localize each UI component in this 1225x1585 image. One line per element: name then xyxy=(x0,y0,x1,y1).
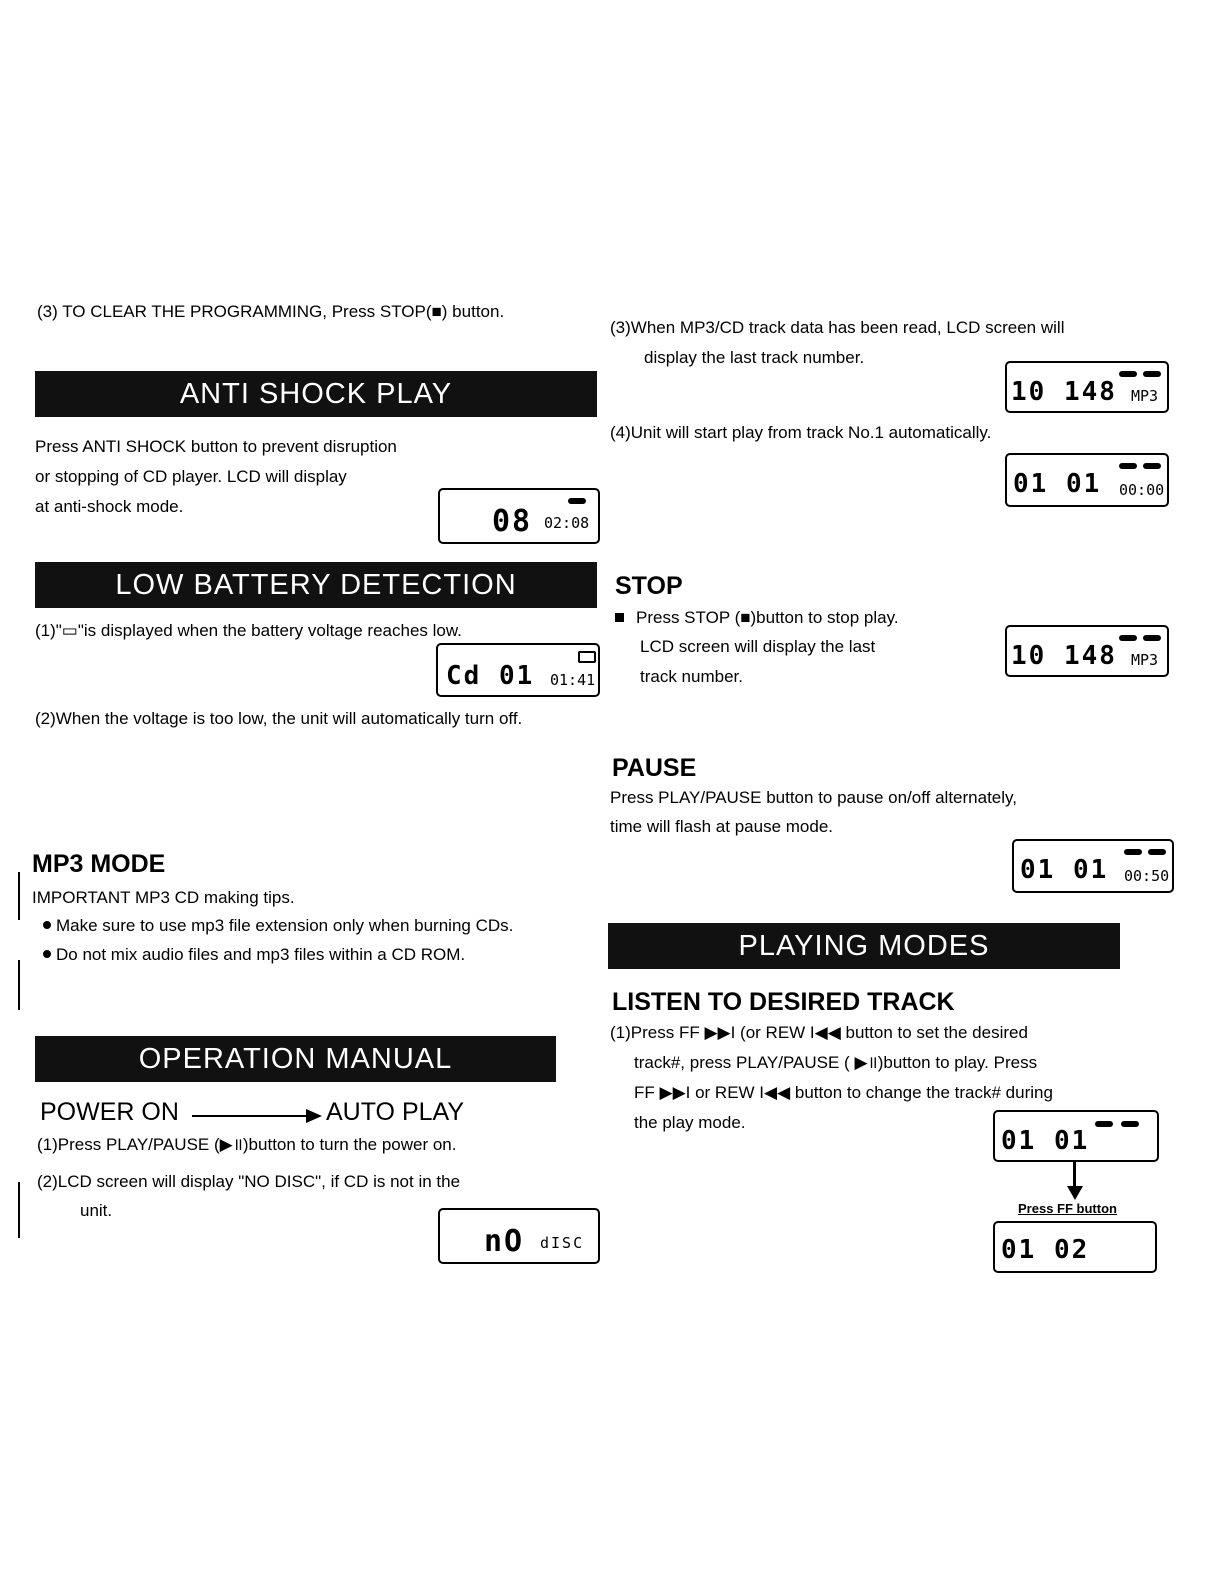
arrow-line xyxy=(192,1115,308,1117)
battery-icon xyxy=(578,651,596,663)
lcd-indicator xyxy=(1119,463,1137,469)
lcd-indicator xyxy=(1119,371,1137,377)
lcd-indicator xyxy=(1148,849,1166,855)
stop-heading: STOP xyxy=(615,572,683,600)
arrow-line xyxy=(1073,1162,1076,1188)
no-disc-lcd-text: dISC xyxy=(540,1234,585,1252)
track-select-lcd-after-main: 01 02 xyxy=(1001,1235,1090,1265)
auto-play-label: AUTO PLAY xyxy=(326,1098,465,1126)
operation-step-2b: unit. xyxy=(80,1201,113,1220)
lcd-indicator xyxy=(1124,849,1142,855)
lcd-indicator xyxy=(1143,635,1161,641)
track-data-lcd-main: 10 148 xyxy=(1011,377,1117,407)
auto-play-lcd-time: 00:00 xyxy=(1119,481,1165,499)
stop-lcd xyxy=(1005,625,1169,677)
stop-line-3: track number. xyxy=(640,667,743,686)
step-3b-text: display the last track number. xyxy=(644,348,865,367)
anti-shock-lcd-time: 02:08 xyxy=(544,514,590,532)
anti-shock-banner: ANTI SHOCK PLAY xyxy=(35,371,597,417)
pause-lcd-time: 00:50 xyxy=(1124,867,1170,885)
no-disc-lcd-main: nO xyxy=(484,1224,525,1259)
anti-shock-line-2: or stopping of CD player. LCD will display xyxy=(35,467,347,486)
step-3-text: (3)When MP3/CD track data has been read, LCD screen will xyxy=(610,318,1065,337)
track-select-lcd-before-main: 01 01 xyxy=(1001,1126,1090,1156)
listen-track-heading: LISTEN TO DESIRED TRACK xyxy=(612,988,955,1016)
power-on-label: POWER ON xyxy=(40,1098,179,1126)
pause-line-1: Press PLAY/PAUSE button to pause on/off alternately, xyxy=(610,788,1017,807)
low-battery-lcd xyxy=(436,643,600,697)
pause-line-2: time will flash at pause mode. xyxy=(610,817,833,836)
margin-line xyxy=(18,872,20,920)
lcd-indicator xyxy=(1121,1121,1139,1127)
anti-shock-line-3: at anti-shock mode. xyxy=(35,497,184,516)
bullet-dot xyxy=(43,921,51,929)
stop-line-1 xyxy=(615,603,899,633)
track-select-lcd-after xyxy=(993,1221,1157,1273)
step-4-text: (4)Unit will start play from track No.1 automatically. xyxy=(610,423,992,442)
mp3-bullet-2 xyxy=(43,940,465,970)
mp3-bullet-2-text: Do not mix audio files and mp3 files within a CD ROM. xyxy=(56,945,466,964)
playing-line-3: FF ▶▶I or REW I◀◀ button to change the track# during xyxy=(634,1083,1053,1102)
auto-play-lcd xyxy=(1005,453,1169,507)
anti-shock-lcd-track: 08 xyxy=(492,504,533,539)
playing-line-4: the play mode. xyxy=(634,1113,746,1132)
low-battery-line-1: (1)"▭"is displayed when the battery voltage reaches low. xyxy=(35,621,462,640)
track-data-lcd xyxy=(1005,361,1169,413)
lcd-indicator xyxy=(1143,463,1161,469)
low-battery-lcd-main: Cd 01 xyxy=(446,661,535,691)
anti-shock-lcd-indicator xyxy=(568,498,586,504)
low-battery-lcd-time: 01:41 xyxy=(550,671,596,689)
anti-shock-line-1: Press ANTI SHOCK button to prevent disruption xyxy=(35,437,397,456)
operation-step-2: (2)LCD screen will display "NO DISC", if CD is not in the xyxy=(37,1172,461,1191)
arrow-right-icon xyxy=(306,1109,322,1123)
no-disc-lcd xyxy=(438,1208,600,1264)
arrow-down-icon xyxy=(1067,1186,1083,1200)
pause-lcd-main: 01 01 xyxy=(1020,855,1109,885)
playing-line-1: (1)Press FF ▶▶I (or REW I◀◀ button to set the desired xyxy=(610,1023,1028,1042)
pause-heading: PAUSE xyxy=(612,754,697,782)
lcd-indicator xyxy=(1119,635,1137,641)
auto-play-lcd-main: 01 01 xyxy=(1013,469,1102,499)
anti-shock-lcd xyxy=(438,488,600,544)
playing-line-2: track#, press PLAY/PAUSE ( ▶॥)button to play. Press xyxy=(634,1053,1038,1072)
low-battery-banner: LOW BATTERY DETECTION xyxy=(35,562,597,608)
bullet-dot xyxy=(43,950,51,958)
operation-manual-banner: OPERATION MANUAL xyxy=(35,1036,556,1082)
lcd-indicator xyxy=(1095,1121,1113,1127)
mp3-bullet-1-text: Make sure to use mp3 file extension only when burning CDs. xyxy=(56,916,514,935)
stop-lcd-main: 10 148 xyxy=(1011,641,1117,671)
lcd-indicator xyxy=(1143,371,1161,377)
pause-lcd xyxy=(1012,839,1174,893)
stop-line-2: LCD screen will display the last xyxy=(640,637,876,656)
track-select-lcd-before xyxy=(993,1110,1159,1162)
press-ff-label: Press FF button xyxy=(1018,1201,1117,1216)
low-battery-line-2: (2)When the voltage is too low, the unit will automatically turn off. xyxy=(35,709,523,728)
operation-step-1: (1)Press PLAY/PAUSE (▶॥)button to turn the power on. xyxy=(37,1135,457,1154)
track-data-lcd-tag: MP3 xyxy=(1131,387,1159,405)
bullet-square xyxy=(615,613,624,622)
mp3-bullet-1 xyxy=(43,911,513,941)
playing-modes-banner: PLAYING MODES xyxy=(608,923,1120,969)
mp3-intro: IMPORTANT MP3 CD making tips. xyxy=(32,888,295,907)
mp3-mode-heading: MP3 MODE xyxy=(32,850,166,878)
stop-lcd-tag: MP3 xyxy=(1131,651,1159,669)
margin-line xyxy=(18,1182,20,1238)
clear-programming-text: (3) TO CLEAR THE PROGRAMMING, Press STOP(■) button. xyxy=(37,302,505,321)
margin-line xyxy=(18,960,20,1010)
stop-line-1-text: Press STOP (■)button to stop play. xyxy=(636,608,899,627)
